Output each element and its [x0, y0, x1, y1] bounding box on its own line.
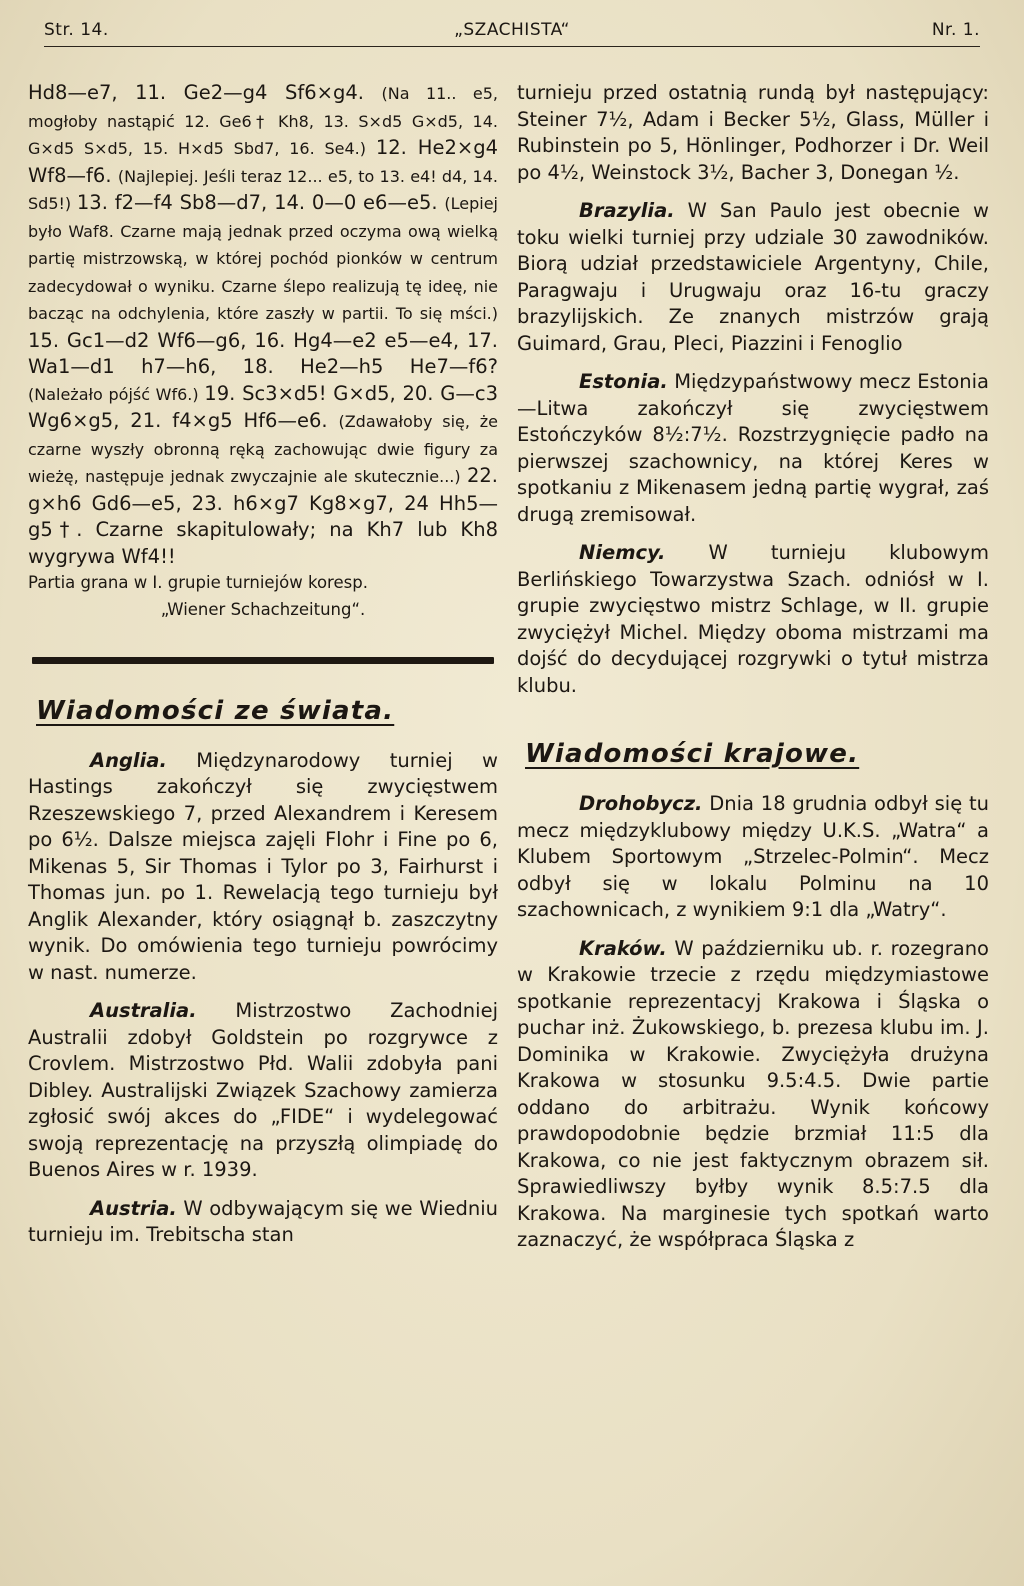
page-number: Str. 14.	[44, 20, 109, 40]
section-heading-world: Wiadomości ze świata.	[36, 695, 395, 726]
news-item	[517, 198, 989, 357]
issue-number: Nr. 1.	[931, 20, 980, 40]
news-text: Międzynarodowy turniej w Hastings zakończył się zwycięstwem Rzeszewskiego 7, przed Alexandrem i Keresem po 6½. Dalsze miejsca zajęli Flohr i Fine po 6, Mikenas 5, Sir Thomas i Tylor po 3, Fairhurst i Thomas jun. po 1. Rewelacją tego turnieju był Anglik Alexander, który osiągnął b. zaszczytny wynik. Do omówienia tego turnieju powrócimy w nast. numerze.	[28, 748, 498, 984]
news-place: Estonia.	[579, 370, 668, 393]
news-text: W październiku ub. r. rozegrano w Krakowie trzecie z rzędu międzymiastowe spotkanie reprezentacyj Krakowa i Śląska o puchar inż. Żukowskiego, b. prezesa klubu im. J. Dominika w Krakowie. Zwyciężyła drużyna Krakowa w stosunku 9.5:4.5. Dwie partie oddano do arbitrażu. Wynik końcowy prawdopodobnie będzie brzmiał 11:5 dla Krakowa, co nie jest faktycznym obrazem sił. Sprawiedliwszy byłby wynik 8.5:7.5 dla Krakowa. Na marginesie tych spotkań warto zaznaczyć, że współpraca Śląska z	[517, 936, 989, 1251]
news-item	[28, 1196, 498, 1249]
news-text: Dnia 18 grudnia odbył się tu mecz międzyklubowy między U.K.S. „Watra“ a Klubem Sportowym „Strzelec-Polmin“. Mecz odbył się w lokalu Polminu na 10 szachownicach, z wynikiem 9:1 dla „Watry“.	[517, 792, 989, 921]
journal-title: „SZACHISTA“	[454, 20, 570, 40]
section-heading-local: Wiadomości krajowe.	[525, 739, 860, 769]
game-comment: (Na 11.. e5, mogłoby nastąpić 12. Ge6† Kh8, 13. S⨯d5 G⨯d5, 14. G⨯d5 S⨯d5, 15. H⨯d5 Sbd7, 16. Se4.)	[28, 84, 499, 158]
game-moves: 19. Sc3⨯d5! G⨯d5, 20. G—c3 Wg6⨯g5, 21. f4⨯g5 Hf6—e6.	[28, 381, 498, 432]
news-text: W odbywającym się we Wiedniu turnieju im. Trebitscha stan	[28, 1196, 498, 1246]
news-text: W San Paulo jest obecnie w toku wielki turniej przy udziale 30 zawodników. Biorą udział przedstawiciele Argentyny, Chile, Paragwaju i Urugwaju oraz 16-tu graczy brazylijskich. Ze znanych mistrzów grają Guimard, Grau, Pleci, Piazzini i Fenoglio	[517, 199, 989, 355]
running-header	[44, 20, 980, 46]
news-text: W turnieju klubowym Berlińskiego Towarzystwa Szach. odniósł w I. grupie zwycięstwo mistrz Schlage, w II. grupie zwyciężył Michel. Między oboma mistrzami ma dojść do decydującej rozgrywki o tytuł mistrza klubu.	[517, 541, 989, 697]
game-moves: 13. f2—f4 Sb8—d7, 14. 0—0 e6—e5.	[76, 191, 445, 214]
news-continuation: turnieju przed ostatnią rundą był następujący: Steiner 7½, Adam i Becker 5½, Glass, Müller i Rubinstein po 5, Hönlinger, Podhorzer i Dr. Weil po 4½, Weinstock 3½, Bacher 3, Donegan ½.	[517, 81, 989, 184]
news-item	[517, 791, 989, 924]
news-place: Drohobycz.	[579, 792, 703, 815]
game-comment: (Zdawałoby się, że czarne wyszły obronną ręką zachowując dwie figury za wieżę, następuje jednak zwyczajnie ale skutecznie...)	[28, 412, 499, 486]
news-item	[28, 998, 498, 1184]
news-text: Międzypaństwowy mecz Estonia—Litwa zakończył się zwycięstwem Estończyków 8½:7½. Rozstrzygnięcie padło na pierwszej szachownicy, na której Keres w spotkaniu z Mikenasem jedną partię wygrał, zaś drugą zremisował.	[517, 370, 989, 526]
news-item	[517, 936, 989, 1254]
news-place: Austria.	[90, 1196, 177, 1220]
game-moves: 22. g⨯h6 Gd6—e5, 23. h6⨯g7 Kg8⨯g7, 24 Hh5—g5†. Czarne skapitulowały; na Kh7 lub Kh8 wygrywa Wf4!!	[28, 464, 498, 568]
game-moves: 12. He2⨯g4 Wf8—f6.	[28, 136, 498, 187]
news-place: Niemcy.	[579, 541, 666, 564]
news-item	[517, 540, 989, 699]
game-comment: (Najlepiej. Jeśli teraz 12... e5, to 13. e4! d4, 14. Sd5!)	[28, 166, 498, 213]
news-item	[28, 748, 498, 987]
news-text: Mistrzostwo Zachodniej Australii zdobył Goldstein po rozgrywce z Crovlem. Mistrzostwo Płd. Walii zdobyła pani Dibley. Australijski Związek Szachowy zamierza zgłosić swój akces do „FIDE“ i wydelegować swoją reprezentację na przyszłą olimpiadę do Buenos Aires w r. 1939.	[28, 999, 498, 1181]
right-column	[517, 80, 989, 1254]
game-source: Partia grana w I. grupie turniejów koresp.	[28, 573, 368, 592]
header-rule	[44, 46, 980, 47]
game-score	[28, 80, 498, 570]
game-comment: (Należało pójść Wf6.)	[28, 384, 205, 404]
news-place: Australia.	[90, 999, 197, 1022]
left-column	[28, 80, 498, 1249]
news-place: Brazylia.	[579, 199, 675, 222]
news-place: Anglia.	[90, 748, 167, 772]
game-moves: Hd8—e7, 11. Ge2—g4 Sf6⨯g4.	[28, 81, 382, 104]
game-moves: 15. Gc1—d2 Wf6—g6, 16. Hg4—e2 e5—e4, 17. Wa1—d1 h7—h6, 18. He2—h5 He7—f6?	[28, 328, 498, 378]
news-item	[517, 369, 989, 528]
game-comment: (Lepiej było Waf8. Czarne mają jednak przed oczyma ową wielką partię mistrzowską, w której pochód pionków w centrum zadecydował o wyniku. Czarne ślepo realizują tę ideę, nie bacząc na odchylenia, które zaszły w partii. To się mści.)	[28, 194, 498, 323]
news-place: Kraków.	[579, 936, 667, 960]
game-source-publication: „Wiener Schachzeitung“.	[160, 599, 366, 619]
section-divider	[32, 657, 494, 664]
